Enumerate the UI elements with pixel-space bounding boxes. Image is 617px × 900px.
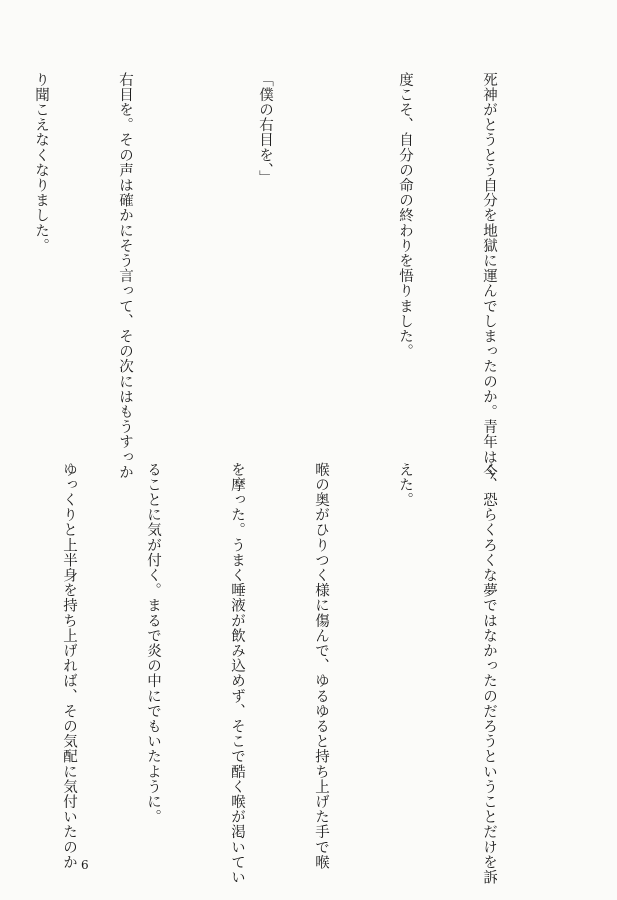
upper-text-block [33, 72, 559, 480]
text-line: り聞こえなくなりました。 [33, 72, 49, 254]
text-line: えた。 [397, 462, 413, 508]
text-line: 度こそ、自分の命の終わりを悟りました。 [397, 72, 413, 359]
text-line: 右目を。その声は確かにそう言って、その次にはもうすっか [117, 72, 133, 480]
text-line: く、恐らくろくな夢ではなかったのだろうということだけを訴 [481, 462, 497, 885]
text-line: 喉の奥がひりつく様に傷んで、ゆるゆると持ち上げた手で喉 [313, 462, 329, 870]
page-number: 6 [81, 858, 89, 872]
text-line: 死神がとうとう自分を地獄に運んでしまったのか。青年は今 [481, 72, 497, 480]
lower-text-block [49, 462, 559, 885]
text-line: を摩った。うまく唾液が飲み込めず、そこで酷く喉が渇いてい [229, 462, 245, 885]
text-line: 「僕の右目を、」 [257, 72, 273, 186]
text-line: ゆっくりと上半身を持ち上げれば、その気配に気付いたのか [61, 462, 77, 870]
text-line: ることに気が付く。まるで炎の中にでもいたように。 [145, 462, 161, 825]
